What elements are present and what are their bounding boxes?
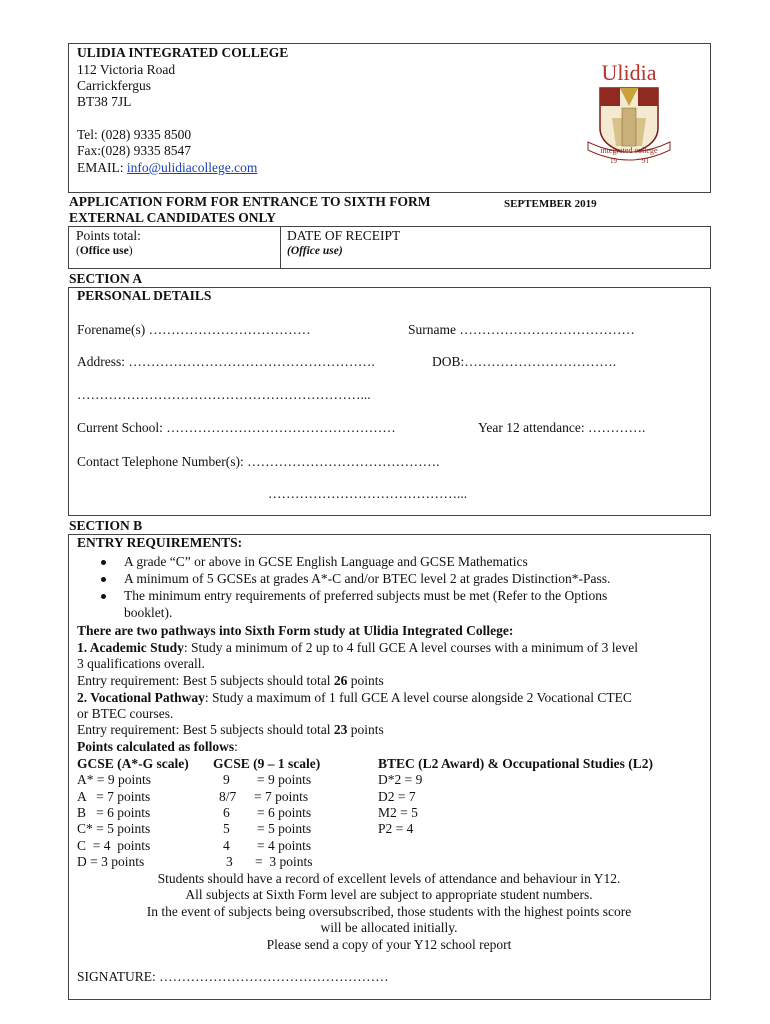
logo-year-2: 91 — [642, 157, 649, 165]
vocational-entry-requirement — [77, 722, 384, 738]
note-open-paren: ( — [76, 245, 80, 257]
points-total-label: Points total: — [76, 228, 141, 243]
logo-ribbon-text: integrated college — [600, 146, 658, 155]
college-crest-logo — [582, 58, 677, 168]
gcse-9-1-grade: 3 — [226, 854, 233, 869]
note-school-report: Please send a copy of your Y12 school report — [266, 937, 512, 952]
academic-entry-requirement — [77, 673, 384, 689]
note-office-use: Office use — [79, 245, 129, 257]
btec-row: D2 = 7 — [378, 789, 416, 804]
note-student-numbers: All subjects at Sixth Form level are subject to appropriate student numbers. — [185, 887, 593, 902]
vocational-text: : Study a maximum of 1 full GCE A level course alongside 2 Vocational CTEC — [204, 690, 632, 705]
note-oversubscribed: In the event of subjects being oversubscribed, those students with the highest points score — [146, 904, 632, 919]
current-school-field[interactable]: Current School: …………………………………………… — [77, 420, 396, 435]
signature-field[interactable]: SIGNATURE: …………………………………………… — [77, 969, 389, 984]
address-line-2: Carrickfergus — [77, 78, 151, 93]
bullet-dot — [101, 594, 106, 599]
gcse-a-g-header: GCSE (A*-G scale) — [77, 756, 189, 771]
telephone-field-line-2[interactable]: ……………………………………... — [268, 486, 468, 501]
btec-row: P2 = 4 — [378, 821, 414, 836]
academic-req-text: Entry requirement: Best 5 subjects should total — [77, 673, 334, 688]
points-heading — [77, 739, 238, 755]
address-field[interactable]: Address: ………………………………………………. — [77, 354, 375, 369]
entry-requirements-heading: ENTRY REQUIREMENTS: — [77, 535, 243, 550]
email-row — [77, 160, 257, 176]
academic-text: : Study a minimum of 2 up to 4 full GCE A level courses with a minimum of 3 level — [183, 640, 638, 655]
academic-label: 1. Academic Study — [77, 640, 184, 655]
telephone: Tel: (028) 9335 8500 — [77, 127, 192, 142]
college-name: ULIDIA INTEGRATED COLLEGE — [77, 45, 289, 60]
date-of-receipt-label: DATE OF RECEIPT — [287, 228, 401, 243]
points-office-note — [76, 243, 133, 259]
academic-points: 26 — [333, 673, 348, 688]
receipt-office-note: (Office use) — [287, 245, 343, 257]
btec-row: M2 = 5 — [378, 805, 418, 820]
note-close-paren: ) — [128, 245, 133, 257]
address-line-1: 112 Victoria Road — [77, 62, 176, 77]
gcse-9-1-points: = 4 points — [257, 838, 312, 853]
points-heading-text: Points calculated as follows — [77, 739, 235, 754]
requirement-3: The minimum entry requirements of preferred subjects must be met (Refer to the Options — [124, 588, 608, 603]
note-attendance: Students should have a record of excellent levels of attendance and behaviour in Y12. — [157, 871, 621, 886]
gcse-9-1-grade: 8/7 — [219, 789, 237, 804]
gcse-9-1-points: = 5 points — [257, 821, 312, 836]
gcse-a-g-row: A = 7 points — [77, 789, 151, 804]
requirement-2: A minimum of 5 GCSEs at grades A*-C and/or BTEC level 2 at grades Distinction*-Pass. — [124, 571, 611, 586]
bullet-dot — [101, 577, 106, 582]
dob-field[interactable]: DOB:……………………………. — [432, 354, 617, 369]
gcse-9-1-points: = 9 points — [257, 772, 312, 787]
vocational-req-text: Entry requirement: Best 5 subjects should total — [77, 722, 334, 737]
pathways-heading: There are two pathways into Sixth Form study at Ulidia Integrated College: — [77, 623, 514, 638]
address-field-line-2[interactable]: ………………………………………………………... — [77, 387, 371, 402]
vocational-req-end: points — [347, 722, 384, 737]
vocational-text-continued: or BTEC courses. — [77, 706, 174, 721]
address-line-3: BT38 7JL — [77, 94, 132, 109]
requirement-3-continued: booklet). — [124, 605, 173, 620]
personal-details-heading: PERSONAL DETAILS — [77, 288, 212, 303]
email-label: EMAIL: — [77, 160, 127, 175]
gcse-a-g-row: B = 6 points — [77, 805, 151, 820]
vocational-label: 2. Vocational Pathway — [77, 690, 205, 705]
vocational-pathway — [77, 690, 632, 706]
academic-text-continued: 3 qualifications overall. — [77, 656, 205, 671]
section-a-heading: SECTION A — [69, 271, 143, 286]
year12-attendance-field[interactable]: Year 12 attendance: …………. — [478, 420, 646, 435]
section-b-heading: SECTION B — [69, 518, 143, 533]
form-title: APPLICATION FORM FOR ENTRANCE TO SIXTH FORM — [69, 194, 431, 209]
bullet-dot — [101, 560, 106, 565]
btec-header: BTEC (L2 Award) & Occupational Studies (L2) — [378, 756, 654, 771]
gcse-a-g-row: D = 3 points — [77, 854, 145, 869]
logo-year-1: 19 — [610, 157, 617, 165]
gcse-9-1-points: = 6 points — [257, 805, 312, 820]
academic-pathway — [77, 640, 638, 656]
email-link[interactable]: info@ulidiacollege.com — [126, 160, 258, 175]
gcse-a-g-row: C* = 5 points — [77, 821, 151, 836]
form-subtitle: EXTERNAL CANDIDATES ONLY — [69, 210, 277, 225]
form-date: SEPTEMBER 2019 — [504, 198, 597, 210]
gcse-9-1-grade: 4 — [223, 838, 230, 853]
fax: Fax:(028) 9335 8547 — [77, 143, 191, 158]
telephone-field[interactable]: Contact Telephone Number(s): ……………………………………. — [77, 454, 440, 469]
points-heading-colon: : — [234, 739, 238, 754]
gcse-9-1-grade: 6 — [223, 805, 230, 820]
gcse-9-1-grade: 9 — [223, 772, 230, 787]
forename-field[interactable]: Forename(s) ……………………………… — [77, 322, 311, 337]
btec-row: D*2 = 9 — [378, 772, 423, 787]
office-use-divider — [280, 226, 281, 269]
logo-wordmark: Ulidia — [601, 60, 657, 85]
gcse-a-g-row: A* = 9 points — [77, 772, 151, 787]
surname-field[interactable]: Surname ………………………………… — [408, 322, 635, 337]
gcse-9-1-grade: 5 — [223, 821, 230, 836]
gcse-9-1-points: = 3 points — [255, 854, 313, 869]
gcse-9-1-header: GCSE (9 – 1 scale) — [213, 756, 321, 771]
requirement-1: A grade “C” or above in GCSE English Language and GCSE Mathematics — [124, 554, 528, 569]
academic-req-end: points — [347, 673, 384, 688]
gcse-9-1-points: = 7 points — [254, 789, 309, 804]
gcse-a-g-row: C = 4 points — [77, 838, 151, 853]
note-oversubscribed-continued: will be allocated initially. — [320, 920, 458, 935]
vocational-points: 23 — [333, 722, 348, 737]
